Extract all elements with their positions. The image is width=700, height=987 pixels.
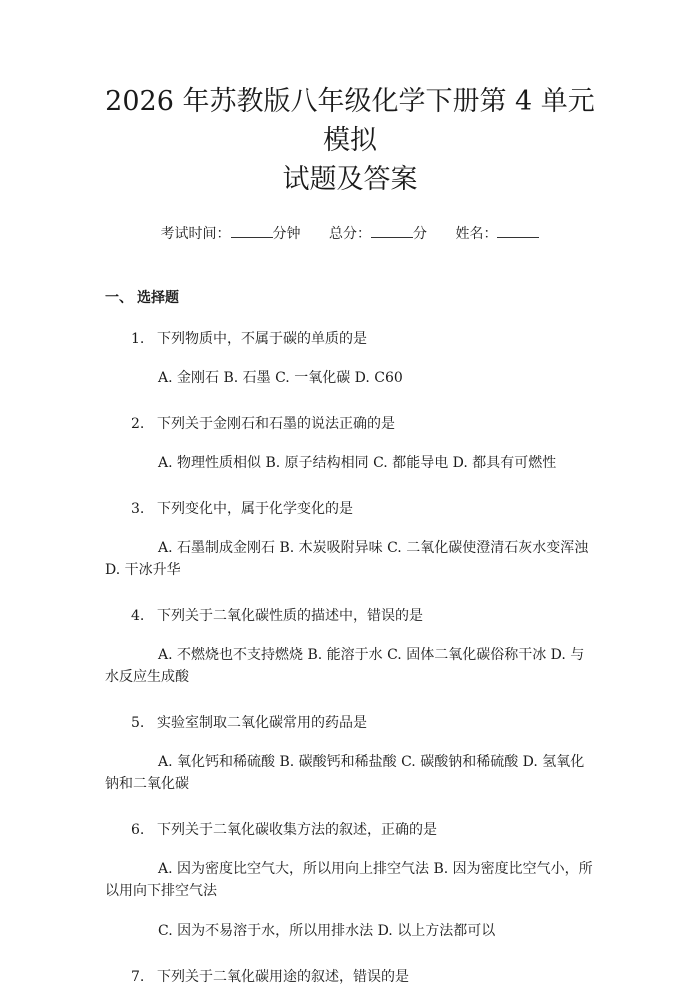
question-item: [105, 967, 595, 987]
question-options: A. 不燃烧也不支持燃烧 B. 能溶于水 C. 固体二氧化碳俗称干冰 D. 与水反应生成酸: [105, 647, 585, 685]
title-line-2: 试题及答案: [282, 164, 418, 195]
title-line-1: 2026 年苏教版八年级化学下册第 4 单元模拟: [105, 86, 595, 156]
question-number: 6.: [131, 822, 145, 838]
question-stem: [131, 606, 595, 626]
score-field: 总分： 分: [329, 226, 427, 242]
question-number: 1.: [131, 331, 145, 347]
question-text: 下列关于二氧化碳性质的描述中，错误的是: [157, 608, 423, 624]
question-options: A. 石墨制成金刚石 B. 木炭吸附异味 C. 二氧化碳使澄清石灰水变浑浊 D. 干冰升华: [105, 540, 589, 578]
question-text: 下列关于二氧化碳用途的叙述，错误的是: [157, 969, 409, 985]
name-field: 姓名：: [455, 224, 539, 244]
question-item: [105, 414, 595, 474]
question-stem: [131, 329, 595, 349]
question-number: 4.: [131, 608, 145, 624]
question-number: 3.: [131, 501, 145, 517]
exam-meta: [105, 224, 595, 244]
question-text: 下列变化中，属于化学变化的是: [157, 501, 353, 517]
question-text: 下列物质中，不属于碳的单质的是: [157, 331, 367, 347]
question-item: [105, 820, 595, 942]
time-field: 考试时间： 分钟: [160, 226, 301, 242]
question-stem: [131, 414, 595, 434]
name-blank: [497, 224, 539, 238]
question-stem: [131, 820, 595, 840]
question-options: C. 因为不易溶于水，所以用排水法 D. 以上方法都可以: [158, 923, 496, 939]
question-options: A. 氧化钙和稀硫酸 B. 碳酸钙和稀盐酸 C. 碳酸钠和稀硫酸 D. 氢氧化钠和二氧化碳: [105, 754, 585, 792]
question-item: [105, 606, 595, 688]
section-heading: 一、 选择题: [105, 290, 179, 306]
exam-page: [0, 82, 700, 987]
question-item: [105, 499, 595, 581]
question-text: 实验室制取二氧化碳常用的药品是: [157, 715, 367, 731]
time-blank: [231, 224, 273, 238]
question-stem: [131, 967, 595, 987]
question-number: 5.: [131, 715, 145, 731]
question-item: [105, 329, 595, 389]
score-blank: [371, 224, 413, 238]
question-stem: [131, 713, 595, 733]
question-number: 2.: [131, 416, 145, 432]
page-title: [105, 82, 595, 199]
question-list: [105, 329, 595, 987]
question-item: [105, 713, 595, 795]
question-number: 7.: [131, 969, 145, 985]
question-options: A. 物理性质相似 B. 原子结构相同 C. 都能导电 D. 都具有可燃性: [158, 455, 557, 471]
question-options: A. 金刚石 B. 石墨 C. 一氧化碳 D. C60: [158, 370, 403, 386]
question-text: 下列关于二氧化碳收集方法的叙述，正确的是: [157, 822, 437, 838]
question-options: A. 因为密度比空气大，所以用向上排空气法 B. 因为密度比空气小，所以用向下排空气法: [105, 861, 593, 899]
question-stem: [131, 499, 595, 519]
question-text: 下列关于金刚石和石墨的说法正确的是: [157, 416, 395, 432]
